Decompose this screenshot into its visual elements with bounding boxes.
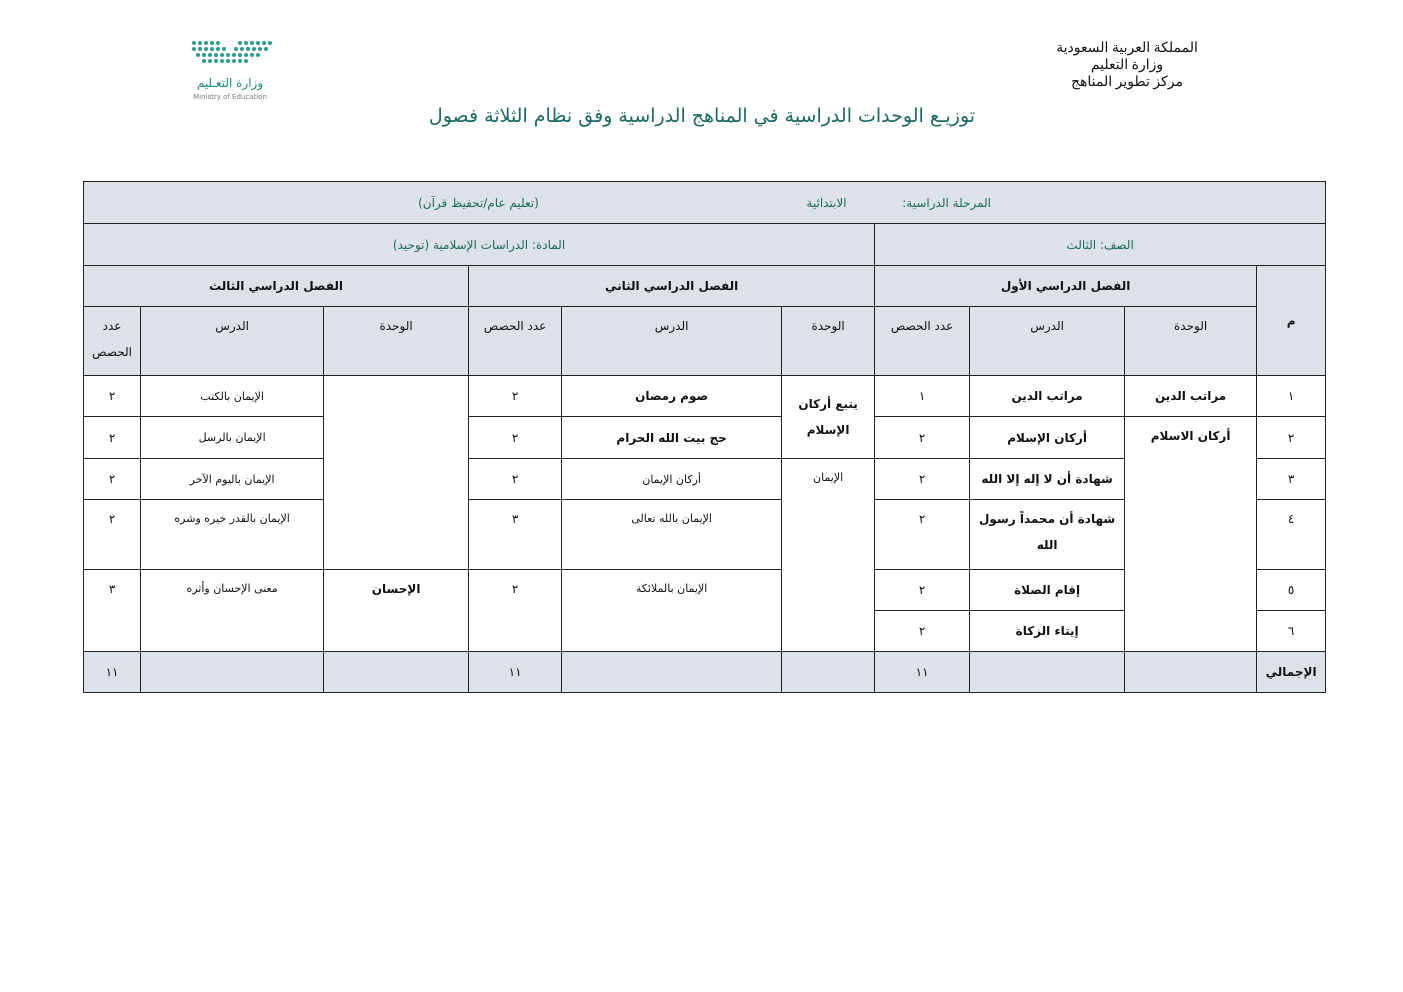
- term1-count: ٢: [875, 611, 970, 652]
- term2-count: ٢: [469, 376, 562, 417]
- term2-unit: الإيمان: [782, 459, 875, 652]
- term2-lesson-header: الدرس: [562, 307, 782, 376]
- row-number: ٢: [1257, 417, 1326, 459]
- periods-line2: الحصص: [92, 345, 132, 359]
- term2-lesson: الإيمان بالملائكة: [562, 570, 782, 652]
- row-number: ١: [1257, 376, 1326, 417]
- term1-count: ٢: [875, 459, 970, 500]
- term2-total-lesson: [562, 652, 782, 693]
- logo-english-text: Ministry of Education: [193, 93, 267, 101]
- term1-lesson: مراتب الدين: [970, 376, 1125, 417]
- term3-lesson: معنى الإحسان وأثره: [141, 570, 324, 652]
- term2-count: ٢: [469, 459, 562, 500]
- term2-count: ٢: [469, 570, 562, 652]
- total-row: [84, 652, 1326, 693]
- term1-header: الفصل الدراسي الأول: [875, 266, 1257, 307]
- term3-lesson: الإيمان بالقدر خيره وشره: [141, 500, 324, 570]
- term1-unit-header: الوحدة: [1125, 307, 1257, 376]
- term3-lesson: الإيمان بالرسل: [141, 417, 324, 459]
- table-row: [84, 376, 1326, 417]
- term3-lesson: الإيمان بالكتب: [141, 376, 324, 417]
- logo-arabic-text: وزارة التعـليم: [196, 76, 264, 90]
- stage-cell: [84, 182, 1326, 224]
- term3-header: الفصل الدراسي الثالث: [84, 266, 469, 307]
- term2-header: الفصل الدراسي الثاني: [469, 266, 875, 307]
- term2-unit: يتبع أركان الإسلام: [782, 376, 875, 459]
- term1-periods-header: عدد الحصص: [875, 307, 970, 376]
- center-name: مركز تطوير المناهج: [1070, 75, 1183, 90]
- row-number: ٦: [1257, 611, 1326, 652]
- term-header-row: [84, 266, 1326, 307]
- subject-cell: المادة: الدراسات الإسلامية (توحيد): [84, 224, 875, 266]
- track-value: (تعليم عام/تحفيظ قرآن): [418, 195, 539, 210]
- term2-unit-header: الوحدة: [782, 307, 875, 376]
- total-label: الإجمالي: [1257, 652, 1326, 693]
- grade-cell: الصف: الثالث: [875, 224, 1326, 266]
- row-number: ٥: [1257, 570, 1326, 611]
- term3-total-unit: [324, 652, 469, 693]
- term3-total: ١١: [84, 652, 141, 693]
- term2-count: ٣: [469, 500, 562, 570]
- table-row: [84, 417, 1326, 459]
- grade-subject-row: [84, 224, 1326, 266]
- term1-total: ١١: [875, 652, 970, 693]
- term1-count: ٢: [875, 500, 970, 570]
- term1-count: ٢: [875, 417, 970, 459]
- term2-lesson: حج بيت الله الحرام: [562, 417, 782, 459]
- term1-lesson: شهادة أن لا إله إلا الله: [970, 459, 1125, 500]
- stage-label: المرحلة الدراسية:: [902, 195, 992, 210]
- term1-lesson-header: الدرس: [970, 307, 1125, 376]
- units-distribution-table: [83, 181, 1326, 693]
- term3-unit-header: الوحدة: [324, 307, 469, 376]
- term3-lesson-header: الدرس: [141, 307, 324, 376]
- ministry-name: وزارة التعليم: [1090, 58, 1164, 73]
- term2-count: ٢: [469, 417, 562, 459]
- term2-total: ١١: [469, 652, 562, 693]
- term2-total-unit: [782, 652, 875, 693]
- term3-count: ٢: [84, 417, 141, 459]
- term1-count: ١: [875, 376, 970, 417]
- term3-unit: [324, 376, 469, 570]
- page-title: توزيـع الوحدات الدراسية في المناهج الدراسية وفق نظام الثلاثة فصول: [428, 105, 976, 127]
- term3-count: ٢: [84, 500, 141, 570]
- term3-lesson: الإيمان باليوم الآخر: [141, 459, 324, 500]
- term3-total-lesson: [141, 652, 324, 693]
- term3-count: ٣: [84, 570, 141, 652]
- term3-unit: الإحسان: [324, 570, 469, 652]
- term1-lesson: شهادة أن محمداً رسول الله: [970, 500, 1125, 570]
- term1-total-lesson: [970, 652, 1125, 693]
- term2-lesson: الإيمان بالله تعالى: [562, 500, 782, 570]
- term2-lesson: أركان الإيمان: [562, 459, 782, 500]
- term1-lesson: إيتاء الزكاة: [970, 611, 1125, 652]
- col-m-header: م: [1257, 266, 1326, 376]
- term1-count: ٢: [875, 570, 970, 611]
- term1-lesson: إقام الصلاة: [970, 570, 1125, 611]
- term1-lesson: أركان الإسلام: [970, 417, 1125, 459]
- term1-unit: مراتب الدين: [1125, 376, 1257, 417]
- stage-value: الابتدائية: [806, 195, 847, 210]
- periods-line1: عدد: [102, 319, 122, 333]
- term3-count: ٢: [84, 376, 141, 417]
- stage-row: [84, 182, 1326, 224]
- column-header-row: [84, 307, 1326, 376]
- term1-total-unit: [1125, 652, 1257, 693]
- term3-periods-header: [84, 307, 141, 376]
- row-number: ٣: [1257, 459, 1326, 500]
- kingdom-name: المملكة العربية السعودية: [1056, 41, 1198, 56]
- term2-periods-header: عدد الحصص: [469, 307, 562, 376]
- term2-lesson: صوم رمضان: [562, 376, 782, 417]
- term3-count: ٢: [84, 459, 141, 500]
- ministry-header: [1017, 40, 1237, 91]
- row-number: ٤: [1257, 500, 1326, 570]
- term1-unit: أركان الاسلام: [1125, 417, 1257, 652]
